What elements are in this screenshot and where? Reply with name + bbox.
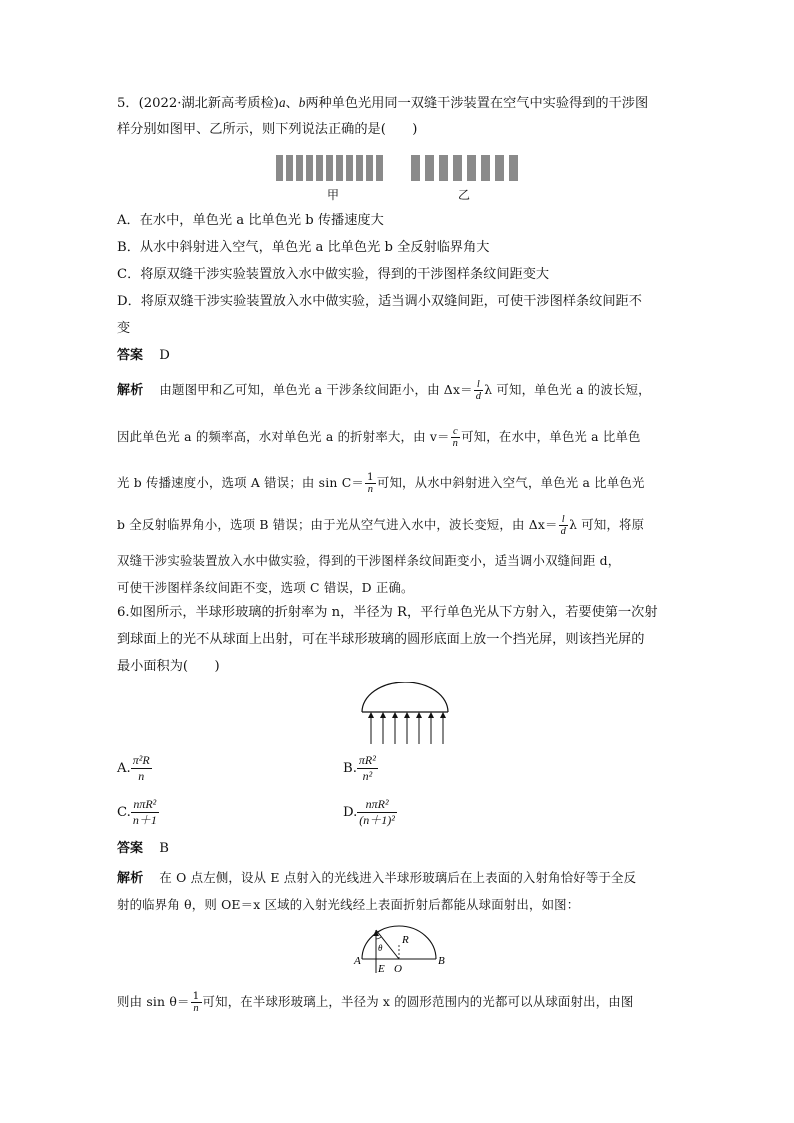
label-E: E xyxy=(378,963,385,975)
q6-stem-line2: 到球面上的光不从球面上出射，可在半球形玻璃的圆形底面上放一个挡光屏，则该挡光屏的 xyxy=(117,632,645,647)
fraction-l-over-d: $\frac{l}{d}$ xyxy=(475,379,482,402)
answer-label: 答案 xyxy=(117,348,144,363)
q5-var-b: b xyxy=(298,95,306,110)
q5-option-a: A．在水中，单色光 a 比单色光 b 传播速度大 xyxy=(117,213,384,228)
label-theta: θ xyxy=(378,943,383,953)
q6-option-d: D. nπR² (n＋1)² xyxy=(343,797,395,827)
q5-analysis-line2: 因此单色光 a 的频率高，水对单色光 a 的折射率大，由 v＝ $\frac{c}{n}$ 可知，在水中，单色光 a 比单色 xyxy=(117,426,641,449)
q5-option-d-line1: D．将原双缝干涉实验装置放入水中做实验，适当调小双缝间距，可使干涉图样条纹间距不 xyxy=(117,294,642,309)
q6-option-c: C. nπR² n＋1 xyxy=(117,797,157,827)
q5-number: 5． xyxy=(117,96,139,111)
fig-label-jia: 甲 xyxy=(327,188,340,202)
label-A: A xyxy=(354,955,361,967)
fringe-pattern-jia xyxy=(276,155,390,181)
q5-analysis-line1: 解析 由题图甲和乙可知，单色光 a 干涉条纹间距小，由 Δx＝ $\frac{l}{d}$ λ 可知，单色光 a 的波长短， xyxy=(117,379,651,402)
label-O: O xyxy=(394,963,402,975)
q6-answer xyxy=(117,836,169,862)
q6-analysis-line3: 则由 sin θ＝ $\frac{1}{n}$ 可知，在半球形玻璃上，半径为 x 的圆形范围内的光都可以从球面射出，由图 xyxy=(117,990,634,1014)
q6-option-b: B. $\frac{\text{πR²}}{\text{n²}}$ xyxy=(343,753,376,783)
fraction-1-over-n: $\frac{1}{n}$ xyxy=(366,471,374,495)
q5-analysis-line6: 可使干涉图样条纹间距不变，选项 C 错误，D 正确。 xyxy=(117,580,414,595)
analysis-label: 解析 xyxy=(117,871,144,886)
fraction-l-over-d-2: $\frac{l}{d}$ xyxy=(560,514,567,537)
q6-analysis-line1: 解析 在 O 点左侧，设从 E 点射入的光线进入半球形玻璃后在上表面的入射角恰好等于全反 xyxy=(117,870,637,886)
answer-label: 答案 xyxy=(117,841,144,856)
answer-value: B xyxy=(159,841,169,856)
fringe-pattern-yi xyxy=(411,155,521,181)
q5-analysis-line3: 光 b 传播速度小，选项 A 错误；由 sin C＝ $\frac{1}{n}$ 可知，从水中斜射进入空气，单色光 a 比单色光 xyxy=(117,471,645,495)
q6-analysis-line2: 射的临界角 θ，则 OE＝x 区域的入射光线经上表面折射后都能从球面射出，如图： xyxy=(117,897,580,912)
q5-source: (2022·湖北新高考质检) xyxy=(138,96,279,111)
q6-stem-line1: 6.如图所示，半球形玻璃的折射率为 n，半径为 R，平行单色光从下方射入，若要使第一次射 xyxy=(117,605,658,620)
hemisphere-light-figure xyxy=(355,682,455,746)
q5-stem-line2: 样分别如图甲、乙所示，则下列说法正确的是( ) xyxy=(117,122,418,137)
q5-option-b: B．从水中斜射进入空气，单色光 a 比单色光 b 全反射临界角大 xyxy=(117,240,490,255)
label-R: R xyxy=(402,934,409,946)
q6-stem-line3: 最小面积为( ) xyxy=(117,659,220,674)
fraction-1-over-n-q6: $\frac{1}{n}$ xyxy=(192,990,200,1014)
q5-option-d-line2: 变 xyxy=(117,321,131,336)
q5-analysis-line5: 双缝干涉实验装置放入水中做实验，得到的干涉图样条纹间距变小，适当调小双缝间距 d， xyxy=(117,553,621,568)
q6-option-a: A. $\frac{\text{π²R}}{n}$ xyxy=(117,753,150,783)
label-B: B xyxy=(438,955,445,967)
fig-label-yi: 乙 xyxy=(458,188,471,202)
q5-analysis-line4: b 全反射临界角小，选项 B 错误；由于光从空气进入水中，波长变短，由 Δx＝ $\frac{l}{d}$ λ 可知，将原 xyxy=(117,514,645,537)
q5-option-c: C．将原双缝干涉实验装置放入水中做实验，得到的干涉图样条纹间距变大 xyxy=(117,267,550,282)
fraction-c-over-n: $\frac{c}{n}$ xyxy=(452,426,459,449)
answer-value: D xyxy=(159,348,170,363)
q5-answer xyxy=(117,343,170,369)
critical-angle-figure xyxy=(352,923,448,975)
analysis-label: 解析 xyxy=(117,383,144,398)
q5-stem-line1: 5．(2022·湖北新高考质检)a、b两种单色光用同一双缝干涉装置在空气中实验得到的干涉图 xyxy=(117,95,649,111)
q5-var-a: a xyxy=(278,95,286,110)
